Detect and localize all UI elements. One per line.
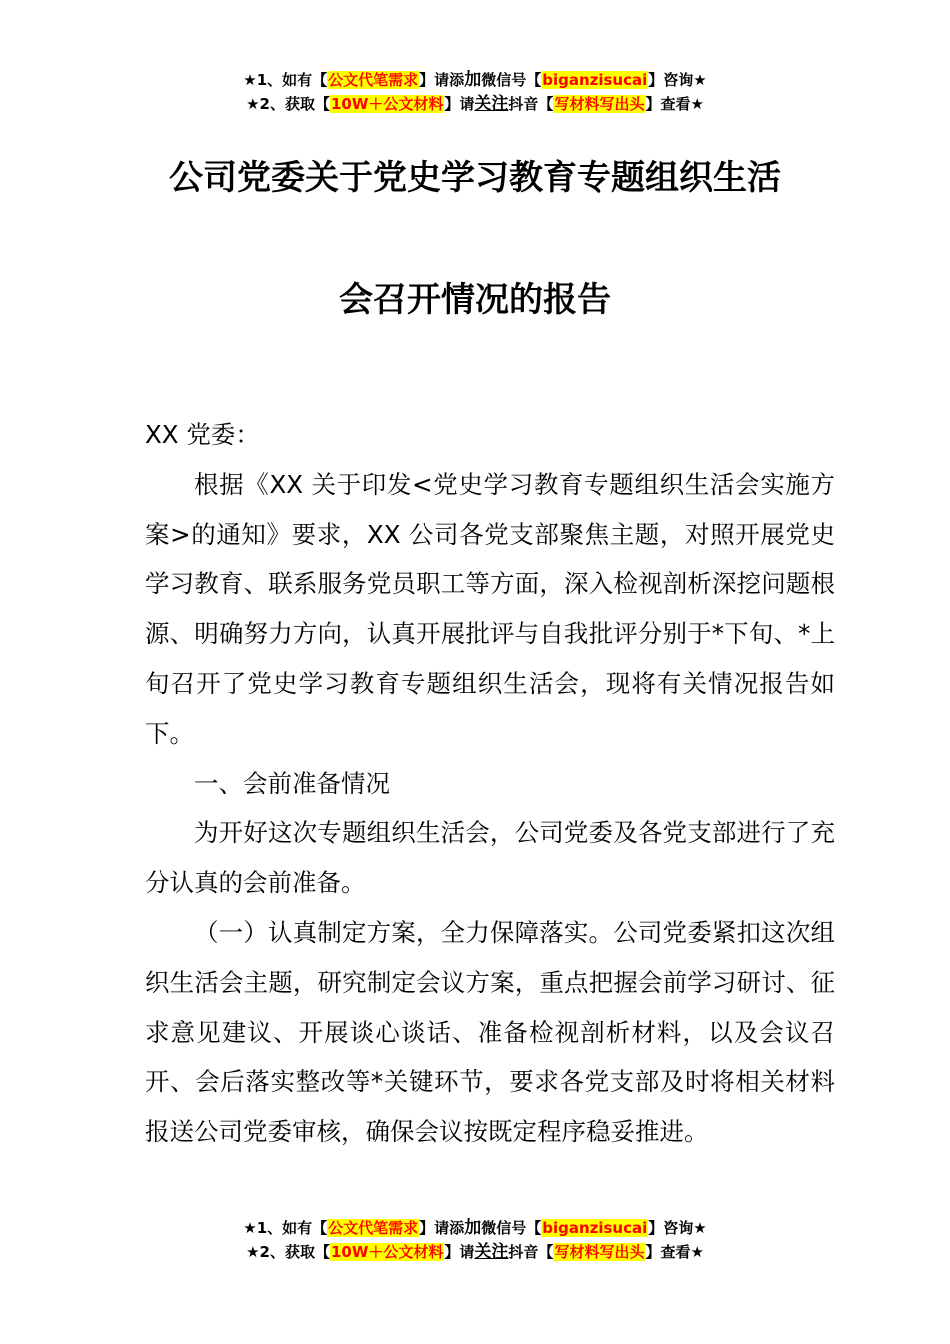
- promo-text: 加: [464, 1218, 482, 1238]
- document-title-line-2: 会召开情况的报告: [339, 280, 611, 320]
- promo-line-1: [0, 1216, 950, 1240]
- promo-text: 微信号【: [481, 71, 542, 89]
- promo-text: 】查看★: [645, 1243, 704, 1261]
- promo-text: 】请添: [419, 1219, 465, 1237]
- body-paragraph: 为开好这次专题组织生活会，公司党委及各党支部进行了充分认真的会前准备。: [145, 818, 835, 898]
- promo-text: 】查看★: [645, 95, 704, 113]
- promo-text: 】请: [444, 95, 475, 113]
- promo-text: 】请添: [419, 71, 465, 89]
- promo-highlight-material: 10W＋公文材料: [330, 1243, 444, 1261]
- promo-text: 抖音【: [508, 95, 554, 113]
- promo-text: 】咨询★: [648, 1219, 707, 1237]
- promo-line-1: [0, 68, 950, 92]
- promo-line-2: [0, 1240, 950, 1264]
- salutation: XX 党委：: [145, 420, 260, 449]
- promo-text: ★1、如有【: [243, 71, 328, 89]
- promo-highlight-wechat: biganzisucai: [542, 71, 648, 89]
- section-heading: 一、会前准备情况: [194, 768, 390, 798]
- promo-banner-bottom: [0, 1216, 950, 1264]
- promo-highlight-service: 公文代笔需求: [328, 71, 419, 89]
- promo-text: 关注: [474, 1242, 509, 1262]
- promo-text: 微信号【: [481, 1219, 542, 1237]
- promo-line-2: [0, 92, 950, 116]
- promo-highlight-wechat: biganzisucai: [542, 1219, 648, 1237]
- document-title-line-1: 公司党委关于党史学习教育专题组织生活: [169, 158, 781, 198]
- body-paragraph: （一）认真制定方案，全力保障落实。公司党委紧扣这次组织生活会主题，研究制定会议方案，重点把握会前学习研讨、征求意见建议、开展谈心谈话、准备检视剖析材料，以及会议召开、会后落实整改等*关键环节，要求各党支部及时将相关材料报送公司党委审核，确保会议按既定程序稳妥推进。: [145, 917, 835, 1147]
- promo-banner-top: [0, 68, 950, 116]
- promo-text: ★1、如有【: [243, 1219, 328, 1237]
- promo-text: 】请: [444, 1243, 475, 1261]
- promo-text: 抖音【: [508, 1243, 554, 1261]
- promo-text: 加: [464, 70, 482, 90]
- promo-text: 】咨询★: [648, 71, 707, 89]
- promo-text: ★2、获取【: [246, 1243, 330, 1261]
- body-paragraph: 根据《XX 关于印发<党史学习教育专题组织生活会实施方案>的通知》要求，XX 公司各党支部聚焦主题，对照开展党史学习教育、联系服务党员职工等方面，深入检视剖析深挖问题根源、明确努力方向，认真开展批评与自我批评分别于*下旬、*上旬召开了党史学习教育专题组织生活会，现将有关情况报告如下。: [145, 469, 835, 748]
- promo-highlight-service: 公文代笔需求: [328, 1219, 419, 1237]
- promo-text: ★2、获取【: [246, 95, 330, 113]
- promo-highlight-douyin: 写材料写出头: [554, 95, 645, 113]
- promo-highlight-material: 10W＋公文材料: [330, 95, 444, 113]
- document-body: [145, 410, 835, 1157]
- promo-text: 关注: [474, 94, 509, 114]
- promo-highlight-douyin: 写材料写出头: [554, 1243, 645, 1261]
